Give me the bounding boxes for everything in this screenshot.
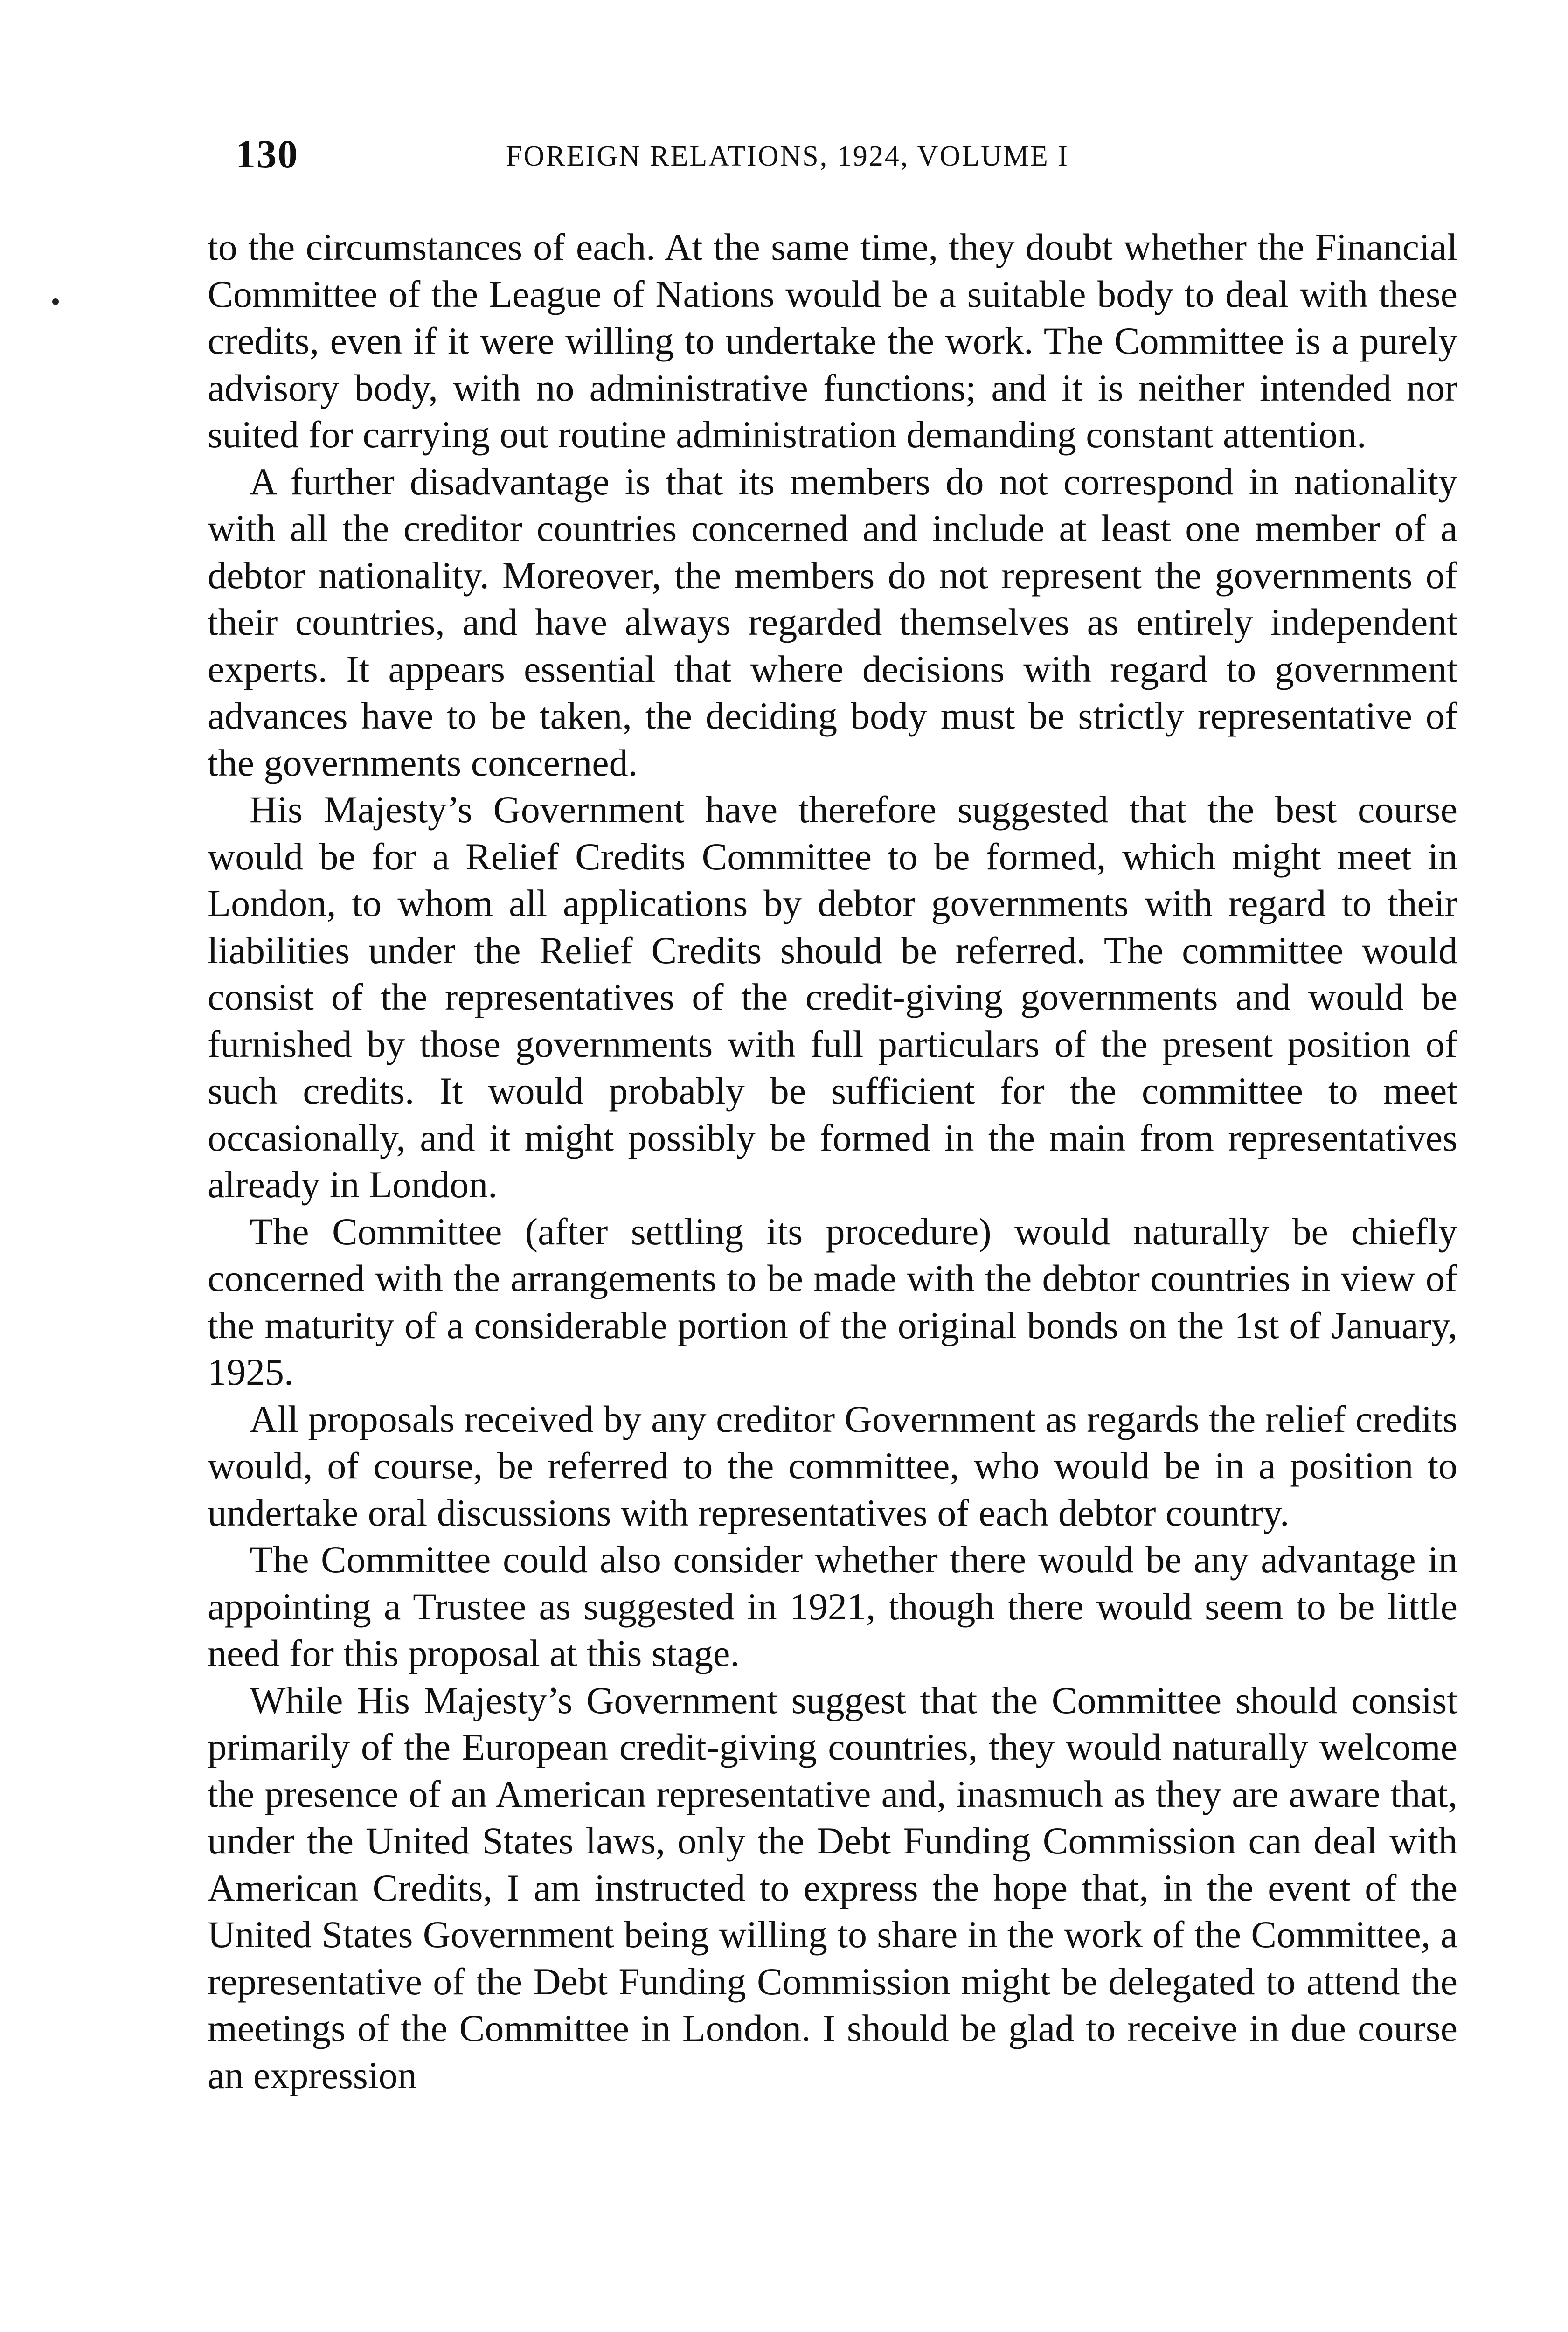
- page-number: 130: [236, 132, 298, 176]
- paragraph-3: His Majesty’s Government have therefore suggested that the best course would be for a Relief Credits Committee to be formed, which might meet in London, to whom all applications by debtor governments with regard to their liabilities under the Relief Credits should be referred. The committee would consist of the representatives of the credit-giving governments and would be furnished by those governments with full particulars of the present position of such credits. It would probably be sufficient for the committee to meet occasionally, and it might possibly be formed in the main from representatives already in London.: [208, 788, 1457, 1206]
- document-page: [208, 126, 1457, 2099]
- page-header: [208, 126, 1457, 191]
- paragraph-1: to the circumstances of each. At the same time, they doubt whether the Financial Committee of the League of Nations would be a suitable body to deal with these credits, even if it were willing to undertake the work. The Committee is a purely advisory body, with no administrative functions; and it is neither intended nor suited for carrying out routine administration demanding constant attention.: [208, 226, 1457, 456]
- stray-mark: [52, 298, 59, 305]
- paragraph-5: All proposals received by any creditor Government as regards the relief credits would, of course, be referred to the committee, who would be in a position to undertake oral discussions with representatives of each debtor country.: [208, 1397, 1457, 1534]
- paragraph-6: The Committee could also consider whether there would be any advantage in appointing a Trustee as suggested in 1921, though there would seem to be little need for this proposal at this stage.: [208, 1538, 1457, 1674]
- paragraph-7: While His Majesty’s Government suggest that the Committee should consist primarily of the European credit-giving countries, they would naturally welcome the presence of an American representative and, inasmuch as they are aware that, under the United States laws, only the Debt Funding Commission can deal with American Credits, I am instructed to express the hope that, in the event of the United States Government being willing to share in the work of the Committee, a representative of the Debt Funding Commission might be delegated to attend the meetings of the Committee in London. I should be glad to receive in due course an expression: [208, 1679, 1457, 2096]
- running-head: FOREIGN RELATIONS, 1924, VOLUME I: [506, 140, 1069, 172]
- paragraph-4: The Committee (after settling its procedure) would naturally be chiefly concerned with the arrangements to be made with the debtor countries in view of the maturity of a considerable portion of the original bonds on the 1st of January, 1925.: [208, 1210, 1457, 1393]
- body-text: [208, 224, 1457, 2099]
- paragraph-2: A further disadvantage is that its members do not correspond in nationality with all the creditor countries concerned and include at least one member of a debtor nationality. Moreover, the members do not represent the governments of their countries, and have always regarded themselves as entirely independent experts. It appears essential that where decisions with regard to government advances have to be taken, the deciding body must be strictly representative of the governments concerned.: [208, 460, 1457, 784]
